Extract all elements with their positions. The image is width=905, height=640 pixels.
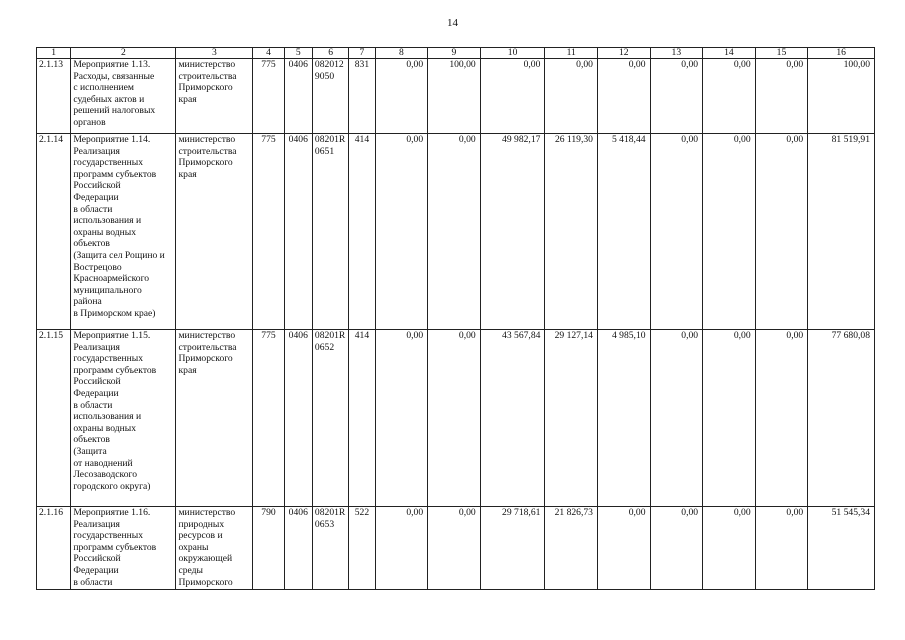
header-row: [37, 48, 875, 59]
header-cell: 16: [808, 48, 875, 59]
amount-cell: 0,00: [428, 134, 481, 330]
executor-cell: министерство строительства Приморского края: [176, 330, 253, 507]
executor-cell: министерство строительства Приморского края: [176, 134, 253, 330]
row-number-cell: 2.1.16: [37, 507, 71, 590]
amount-cell: 0,00: [428, 330, 481, 507]
code-cell: 08201R 0651: [312, 134, 348, 330]
budget-table: [36, 47, 875, 590]
amount-cell: 0,00: [703, 134, 756, 330]
total-cell: 77 680,08: [808, 330, 875, 507]
amount-cell: 0,00: [597, 59, 650, 134]
row-number-cell: 2.1.13: [37, 59, 71, 134]
code-cell: 775: [253, 330, 284, 507]
amount-cell: 0,00: [650, 330, 703, 507]
table-row: [37, 330, 875, 507]
activity-name-cell: Мероприятие 1.13. Расходы, связанные с исполнением судебных актов и решений налоговых органов: [71, 59, 176, 134]
code-cell: 522: [349, 507, 375, 590]
amount-cell: 0,00: [375, 507, 428, 590]
table-row: [37, 507, 875, 590]
total-cell: 81 519,91: [808, 134, 875, 330]
amount-cell: 0,00: [375, 330, 428, 507]
table-row: [37, 59, 875, 134]
page-number: 14: [447, 17, 458, 29]
amount-cell: 29 718,61: [480, 507, 545, 590]
row-number-cell: 2.1.15: [37, 330, 71, 507]
code-cell: 414: [349, 134, 375, 330]
table-row: [37, 134, 875, 330]
amount-cell: 21 826,73: [545, 507, 598, 590]
header-cell: 14: [703, 48, 756, 59]
header-cell: 11: [545, 48, 598, 59]
code-cell: 0406: [284, 507, 312, 590]
total-cell: 100,00: [808, 59, 875, 134]
header-cell: 2: [71, 48, 176, 59]
header-cell: 3: [176, 48, 253, 59]
code-cell: 0406: [284, 330, 312, 507]
amount-cell: 0,00: [755, 330, 808, 507]
header-cell: 8: [375, 48, 428, 59]
amount-cell: 0,00: [755, 507, 808, 590]
amount-cell: 0,00: [703, 59, 756, 134]
amount-cell: 0,00: [375, 59, 428, 134]
code-cell: 831: [349, 59, 375, 134]
code-cell: 0406: [284, 134, 312, 330]
amount-cell: 0,00: [650, 507, 703, 590]
amount-cell: 0,00: [597, 507, 650, 590]
amount-cell: 0,00: [650, 134, 703, 330]
amount-cell: 0,00: [375, 134, 428, 330]
code-cell: 08201R 0653: [312, 507, 348, 590]
code-cell: 790: [253, 507, 284, 590]
header-cell: 12: [597, 48, 650, 59]
header-cell: 1: [37, 48, 71, 59]
amount-cell: 43 567,84: [480, 330, 545, 507]
header-cell: 10: [480, 48, 545, 59]
amount-cell: 100,00: [428, 59, 481, 134]
header-cell: 15: [755, 48, 808, 59]
amount-cell: 0,00: [703, 330, 756, 507]
code-cell: 082012 9050: [312, 59, 348, 134]
amount-cell: 0,00: [650, 59, 703, 134]
activity-name-cell: Мероприятие 1.16. Реализация государственных программ субъектов Российской Федерации в области: [71, 507, 176, 590]
amount-cell: 4 985,10: [597, 330, 650, 507]
executor-cell: министерство природных ресурсов и охраны окружающей среды Приморского: [176, 507, 253, 590]
code-cell: 775: [253, 59, 284, 134]
activity-name-cell: Мероприятие 1.14. Реализация государственных программ субъектов Российской Федерации в области использования и охраны водных объектов (Защита сел Рощино и Вострецово Красноармейского муниципального района в Приморском крае): [71, 134, 176, 330]
amount-cell: 5 418,44: [597, 134, 650, 330]
header-cell: 13: [650, 48, 703, 59]
header-cell: 6: [312, 48, 348, 59]
amount-cell: 0,00: [428, 507, 481, 590]
activity-name-cell: Мероприятие 1.15. Реализация государственных программ субъектов Российской Федерации в области использования и охраны водных объектов (Защита от наводнений Лесозаводского городского округа): [71, 330, 176, 507]
amount-cell: 0,00: [545, 59, 598, 134]
code-cell: 0406: [284, 59, 312, 134]
row-number-cell: 2.1.14: [37, 134, 71, 330]
total-cell: 51 545,34: [808, 507, 875, 590]
header-cell: 4: [253, 48, 284, 59]
amount-cell: 0,00: [755, 134, 808, 330]
code-cell: 08201R 0652: [312, 330, 348, 507]
amount-cell: 0,00: [480, 59, 545, 134]
code-cell: 414: [349, 330, 375, 507]
amount-cell: 29 127,14: [545, 330, 598, 507]
amount-cell: 0,00: [703, 507, 756, 590]
amount-cell: 49 982,17: [480, 134, 545, 330]
amount-cell: 0,00: [755, 59, 808, 134]
header-cell: 5: [284, 48, 312, 59]
header-cell: 9: [428, 48, 481, 59]
executor-cell: министерство строительства Приморского края: [176, 59, 253, 134]
code-cell: 775: [253, 134, 284, 330]
header-cell: 7: [349, 48, 375, 59]
amount-cell: 26 119,30: [545, 134, 598, 330]
